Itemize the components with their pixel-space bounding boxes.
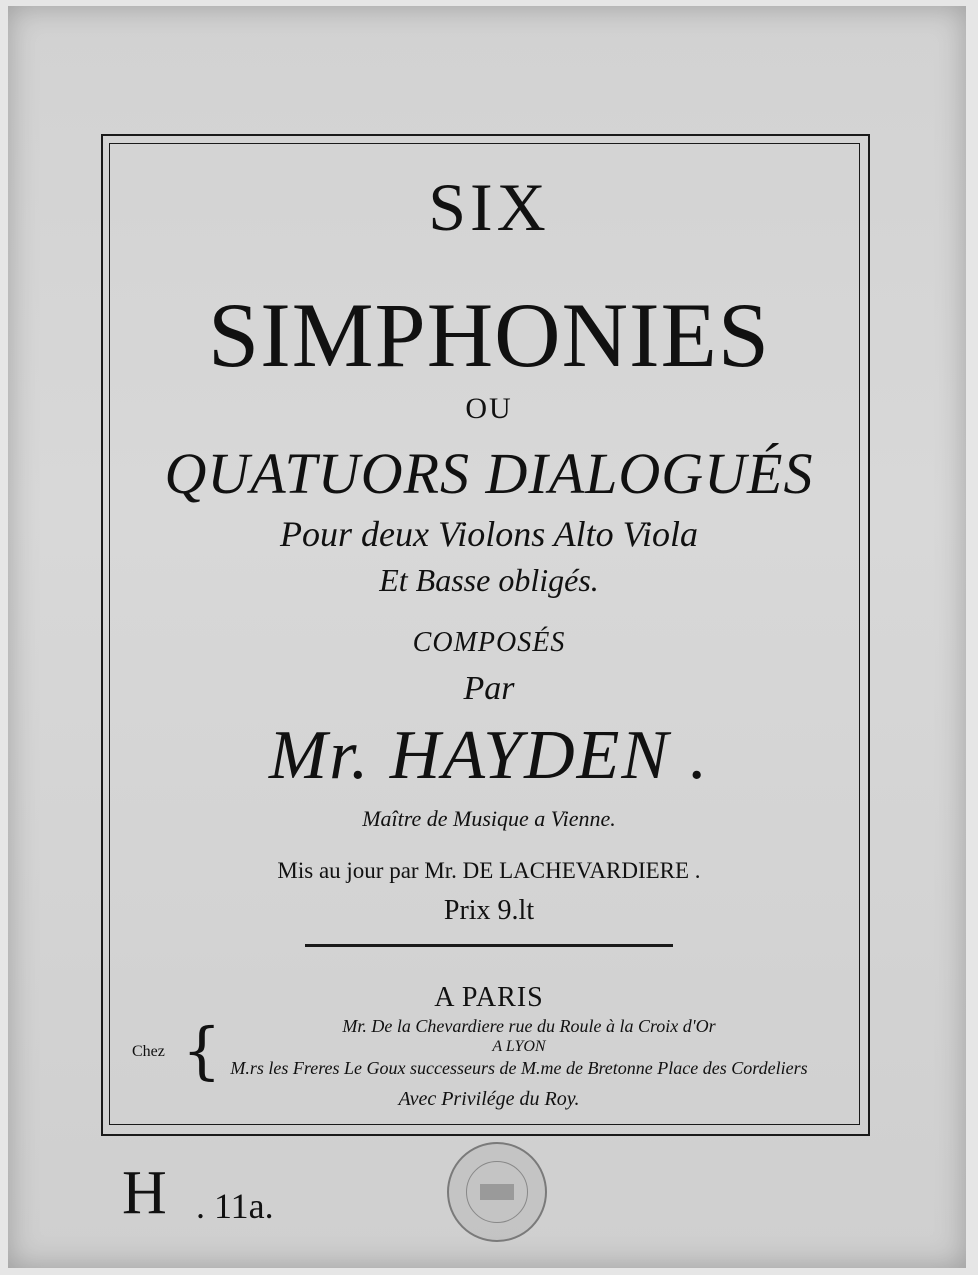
privilege-line: Avec Privilége du Roy.: [398, 1088, 580, 1110]
divider-rule: [305, 944, 673, 947]
library-stamp-icon: [447, 1142, 547, 1242]
imprint-shop-lyon: M.rs les Freres Le Goux successeurs de M.me de Bretonne Place des Cordeliers: [230, 1058, 808, 1078]
composer-name: Mr. HAYDEN .: [268, 717, 710, 794]
par-label: Par: [463, 670, 515, 707]
stamp-inner-ring: [466, 1161, 528, 1223]
title-six: SIX: [428, 169, 550, 245]
title-simphonies: SIMPHONIES: [207, 284, 771, 386]
title-basse: Et Basse obligés.: [379, 562, 599, 598]
shelfmark-letter: H: [122, 1159, 167, 1227]
publisher-line: Mis au jour par Mr. DE LACHEVARDIERE .: [277, 858, 701, 883]
composer-role: Maître de Musique a Vienne.: [362, 806, 616, 831]
shelfmark-number: . 11a.: [196, 1186, 274, 1226]
imprint-shop-paris: Mr. De la Chevardiere rue du Roule à la Croix d'Or: [342, 1016, 716, 1036]
composed-label: COMPOSÉS: [412, 627, 566, 658]
chez-label: Chez: [132, 1043, 165, 1060]
imprint-lyon: A LYON: [492, 1038, 546, 1055]
imprint-city: A PARIS: [434, 982, 544, 1013]
title-ou: OU: [465, 392, 513, 425]
title-quatuors: QUATUORS DIALOGUÉS: [164, 441, 814, 506]
brace-icon: {: [182, 1014, 222, 1087]
stamp-core: [480, 1184, 514, 1200]
price-label: Prix 9.lt: [443, 895, 535, 926]
title-instruments: Pour deux Violons Alto Viola: [280, 514, 698, 554]
